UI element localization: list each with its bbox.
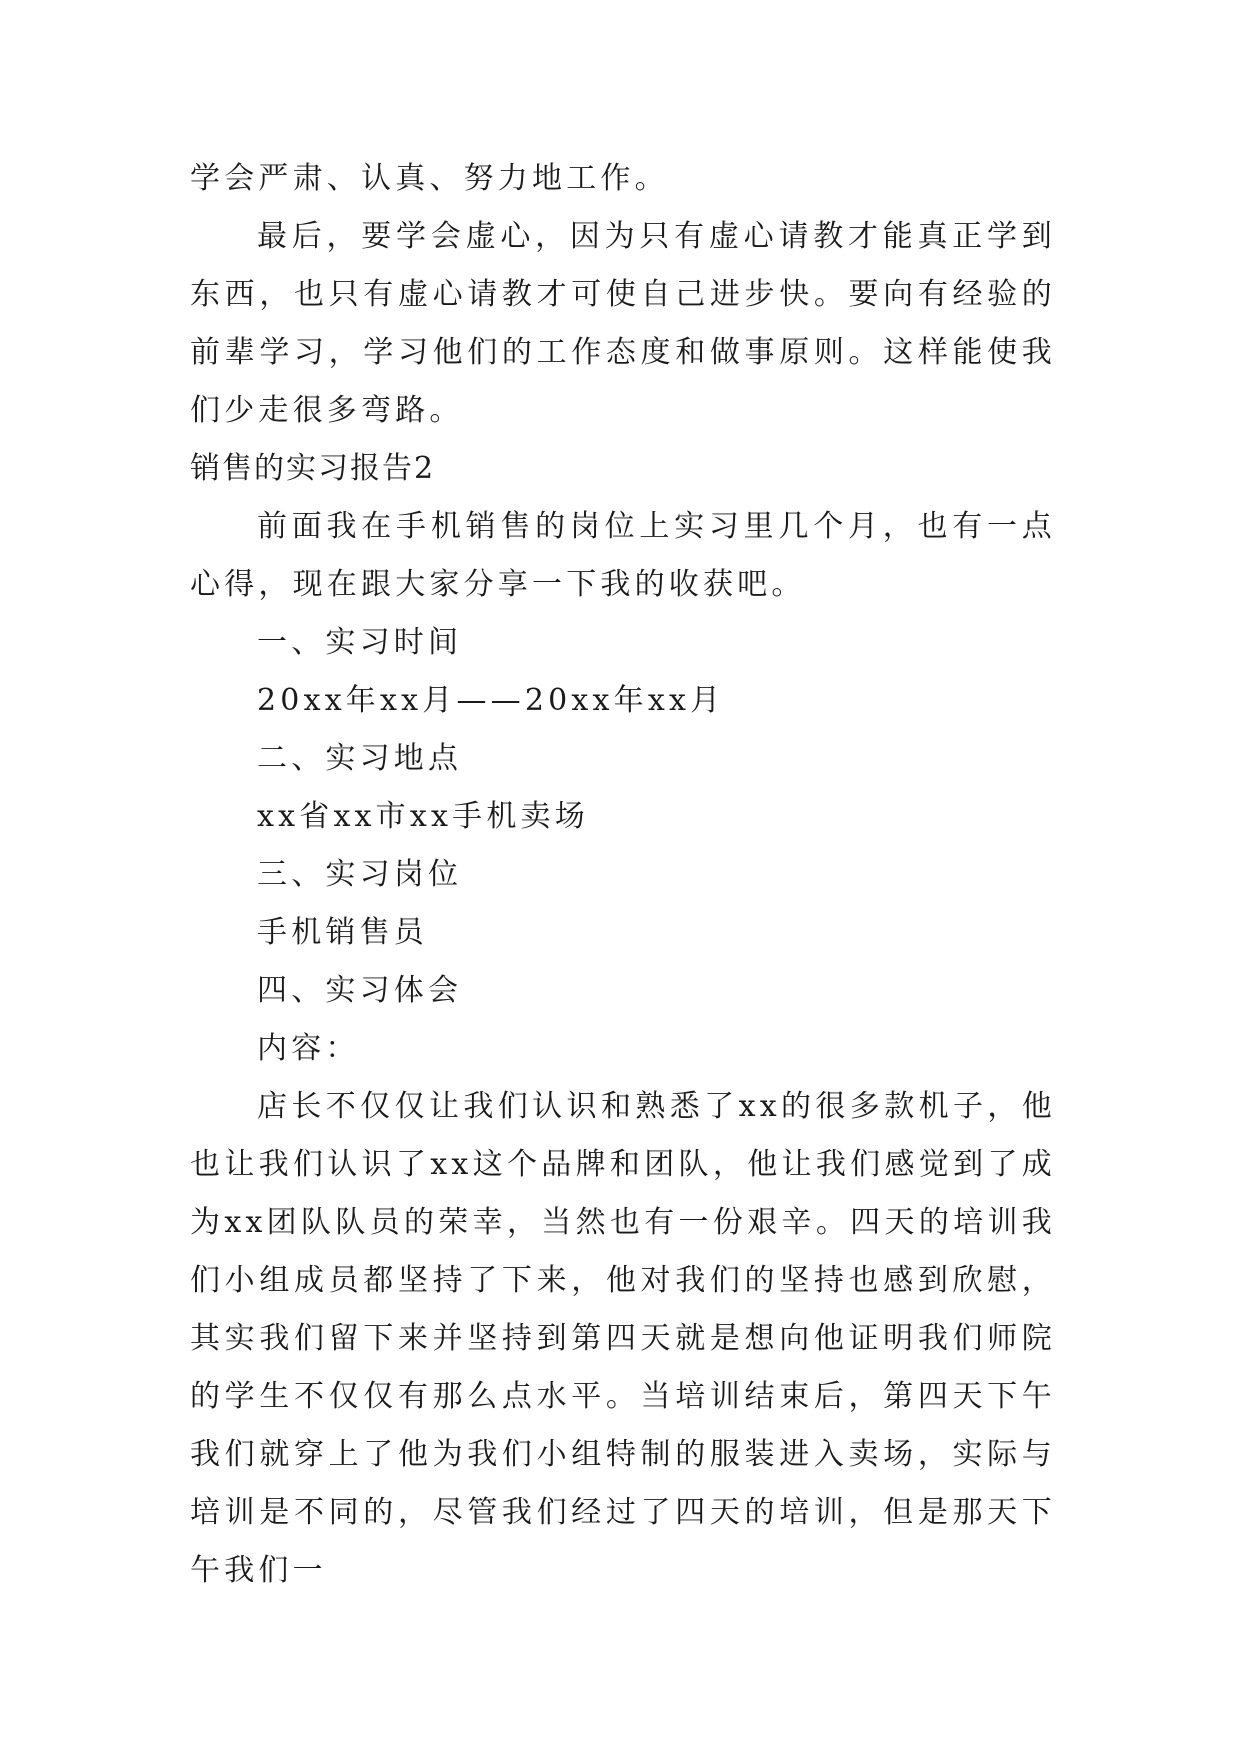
heading-internship-position: 三、实习岗位 xyxy=(257,857,463,892)
paragraph-humility: 最后，要学会虚心，因为只有虚心请教才能真正学到东西，也只有虚心请教才可使自己进步快。要向有经验的前辈学习，学习他们的工作态度和做事原则。这样能使我们少走很多弯路。 xyxy=(190,219,1056,428)
document-page xyxy=(190,150,1056,1600)
content-label: 内容： xyxy=(257,1031,360,1066)
paragraph-intro: 前面我在手机销售的岗位上实习里几个月，也有一点心得，现在跟大家分享一下我的收获吧。 xyxy=(190,509,1056,602)
heading-internship-location: 二、实习地点 xyxy=(257,741,463,776)
internship-location-value: xx省xx市xx手机卖场 xyxy=(257,799,589,834)
paragraph-continuation: 学会严肃、认真、努力地工作。 xyxy=(190,161,669,196)
internship-time-value: 20xx年xx月——20xx年xx月 xyxy=(257,683,725,718)
heading-internship-time: 一、实习时间 xyxy=(257,625,463,660)
section-title: 销售的实习报告2 xyxy=(190,451,436,486)
paragraph-training: 店长不仅仅让我们认识和熟悉了xx的很多款机子，他也让我们认识了xx这个品牌和团队，他让我们感觉到了成为xx团队队员的荣幸，当然也有一份艰辛。四天的培训我们小组成员都坚持了下来，他对我们的坚持也感到欣慰，其实我们留下来并坚持到第四天就是想向他证明我们师院的学生不仅仅有那么点水平。当培训结束后，第四天下午我们就穿上了他为我们小组特制的服装进入卖场，实际与培训是不同的，尽管我们经过了四天的培训，但是那天下午我们一 xyxy=(190,1089,1056,1588)
internship-position-value: 手机销售员 xyxy=(257,915,428,950)
heading-internship-experience: 四、实习体会 xyxy=(257,973,463,1008)
